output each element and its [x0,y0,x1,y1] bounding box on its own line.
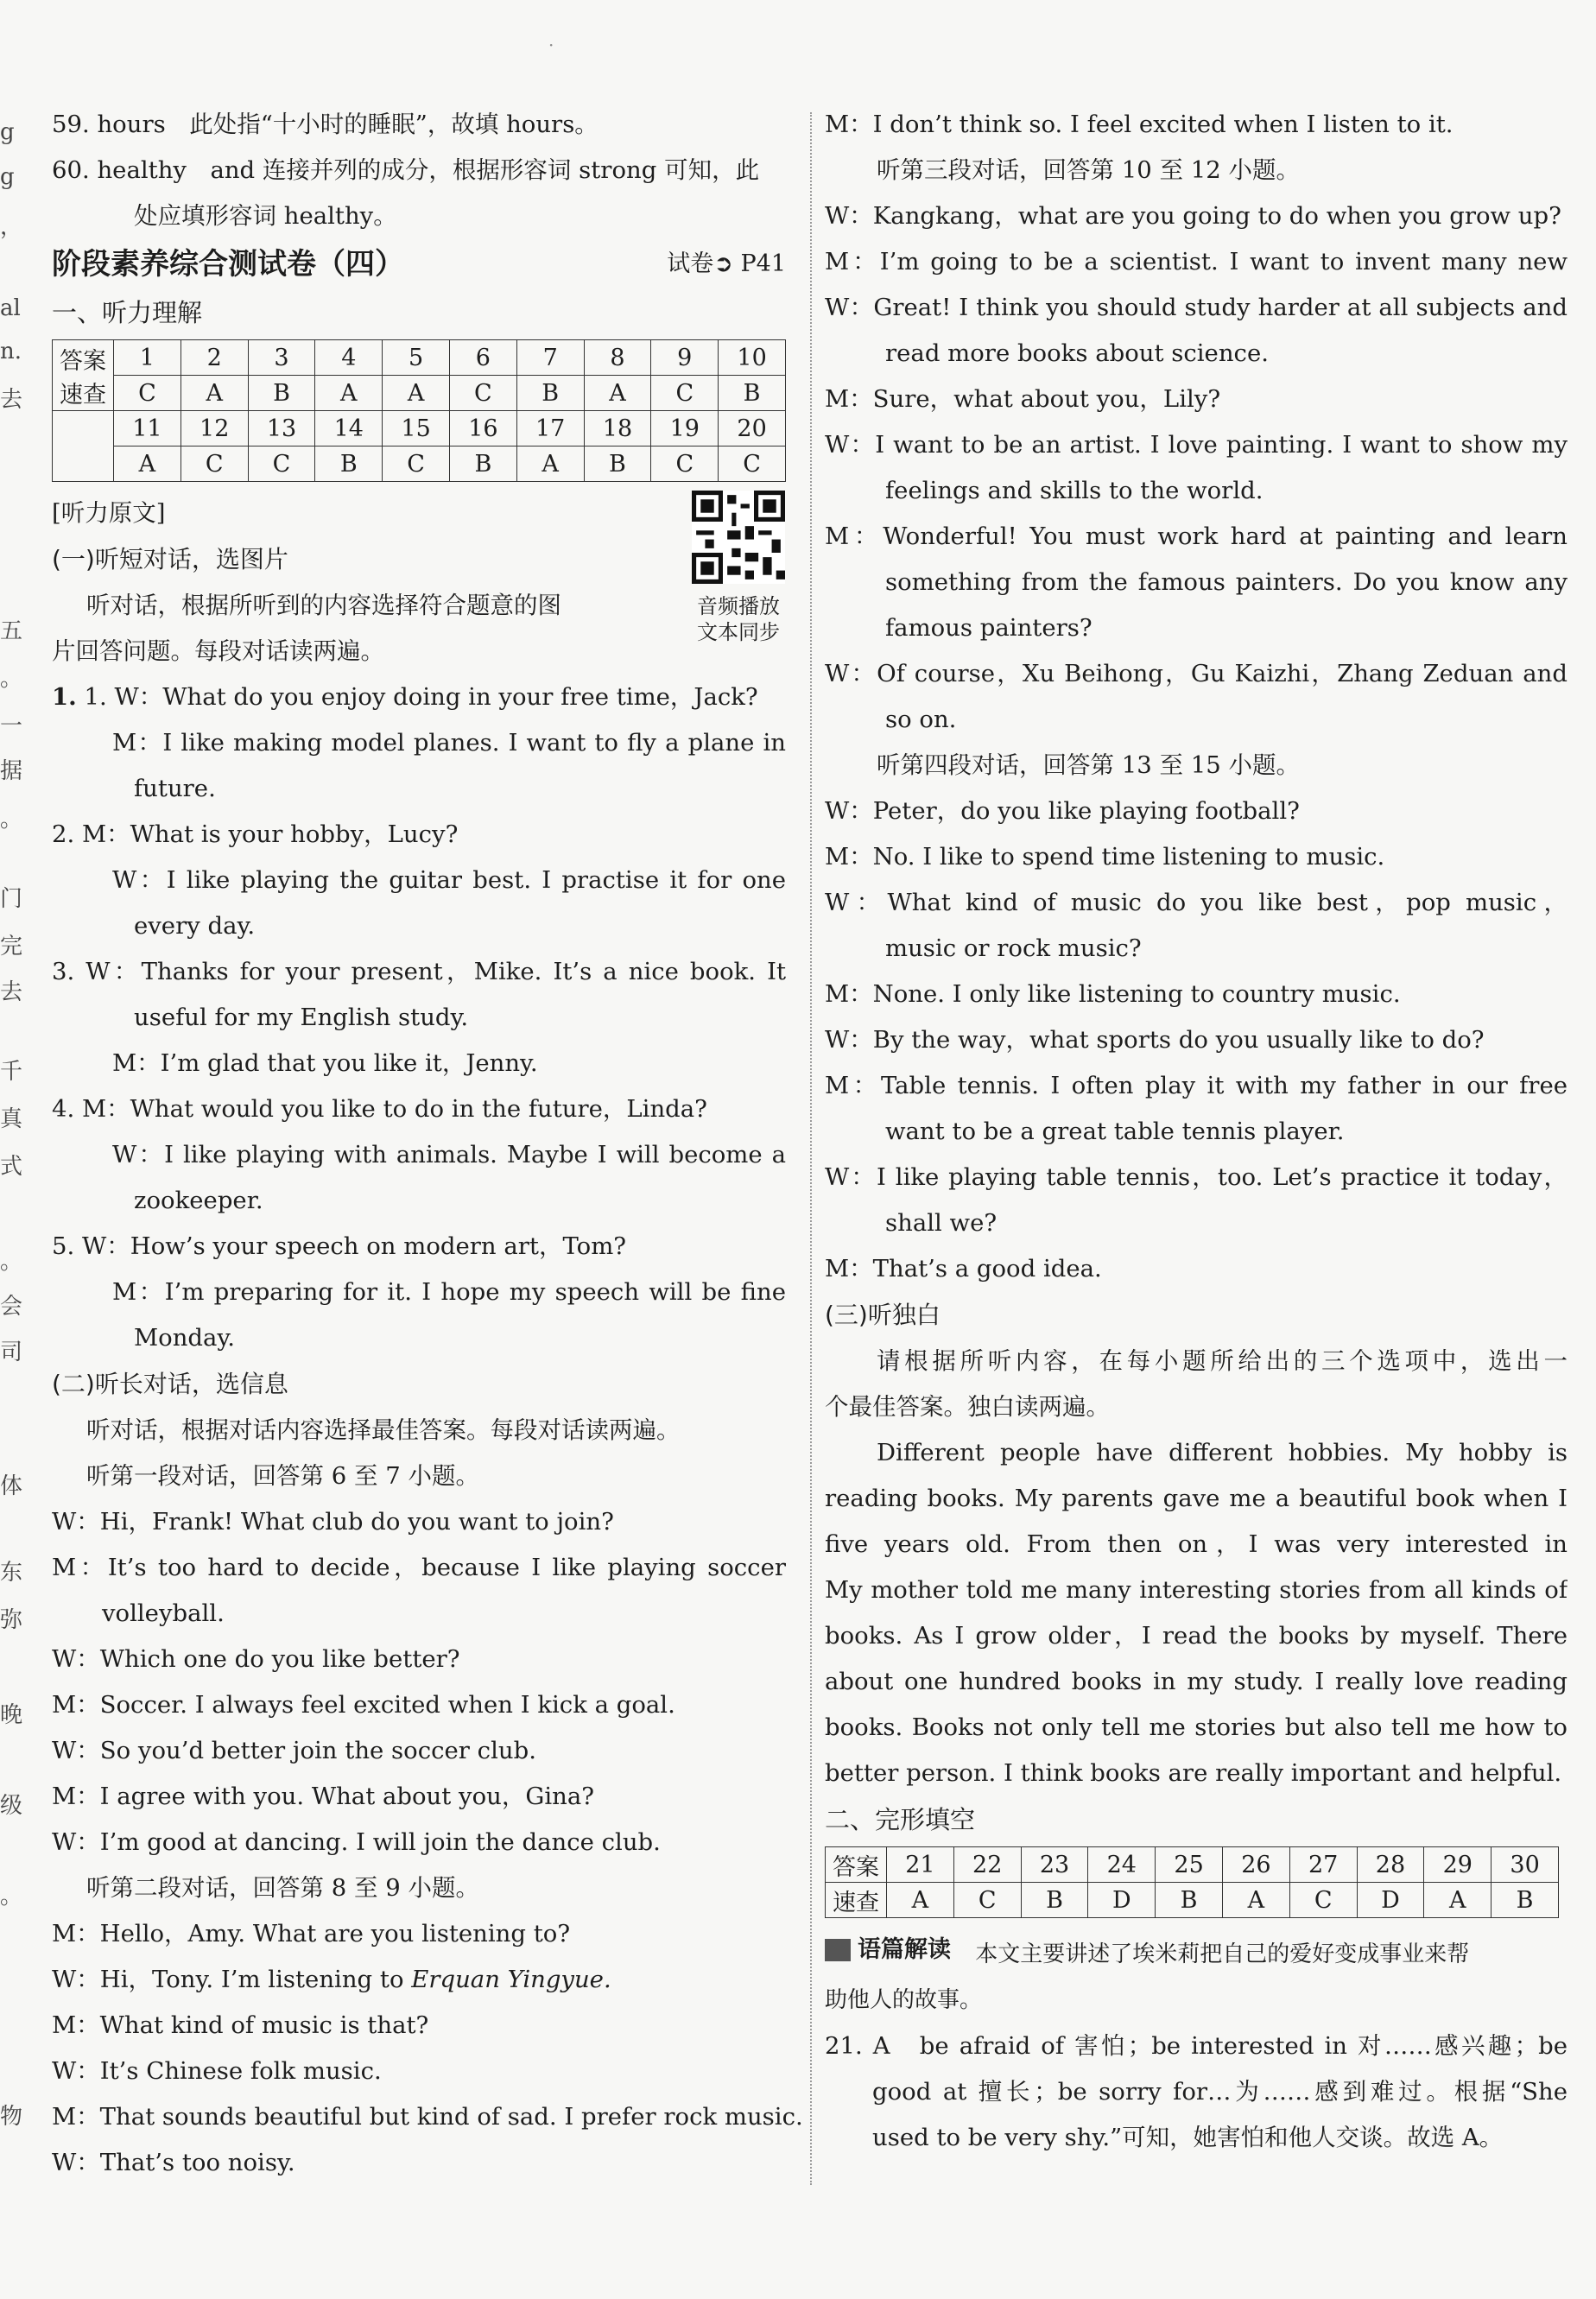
dialogue-line: M：I don’t think so. I feel excited when I listen to it. [825,111,1454,138]
dialogue-line: W：Great! I think you should study harder at all subjects and [825,294,1568,321]
test-title-text: 阶段素养综合测试卷（四） [52,247,404,282]
monologue-line: five years old. From then on，I was very interested in [825,1530,1568,1558]
dialogue-line: M：Wonderful! You must work hard at painting and learn [825,522,1568,550]
dialogue-four-heading: 听第四段对话，回答第 13 至 15 小题。 [877,751,1300,779]
top-mark: · [548,35,554,55]
passage-summary-cont: 助他人的故事。 [825,1986,983,2013]
part-one-instructions: 听对话，根据所听到的内容选择符合题意的图 [86,592,561,619]
dialogue-line: M：I agree with you. What about you，Gina? [52,1783,594,1810]
dialogue-line: something from the famous painters. Do you know any [885,568,1568,596]
dialogue-line: W：Which one do you like better? [52,1645,460,1673]
dialogue-line: M：Sure，what about you，Lily? [825,385,1221,413]
dialogue-line: M：Hello，Amy. What are you listening to? [52,1920,571,1948]
dialogue-line: feelings and skills to the world. [885,477,1264,504]
part-three-instructions: 请根据所听内容，在每小题所给出的三个选项中，选出一 [877,1347,1568,1375]
qr-code-icon [692,491,785,584]
part-three-instructions-cont: 个最佳答案。独白读两遍。 [825,1393,1110,1421]
raw-label: [听力原文] [52,499,166,527]
test-title [52,239,786,289]
passage-badge: 语篇解读 [825,1927,951,1973]
monologue-line: reading books. My parents gave me a beautiful book when I [825,1485,1568,1512]
part-three-heading: (三)听独白 [825,1301,940,1329]
dialogue-line: W：It’s Chinese folk music. [52,2057,382,2085]
dialogue-line: future. [134,775,216,802]
dialogue-line: W：I’m good at dancing. I will join the dance club. [52,1828,661,1856]
right-column [825,102,1568,2161]
monologue-line: books. As I grow older，I read the books by myself. There [825,1622,1568,1650]
song-title: Erquan Yingyue. [411,1966,611,1993]
dialogue-line: M：I’m glad that you like it，Jenny. [112,1049,538,1077]
dialogue-line: 5. W：How’s your speech on modern art，Tom? [52,1232,627,1260]
dialogue-line: every day. [134,912,256,940]
dialogue-line: W：I like playing with animals. Maybe I will become a [112,1141,786,1168]
dialogue-line: M：That’s a good idea. [825,1255,1102,1282]
answer-59: 59. hours 此处指“十小时的睡眠”，故填 hours。 [52,111,598,138]
dialogue-line: shall we? [885,1209,998,1237]
answer-table-cloze: 答案 21 22 23 24 25 26 27 28 29 30 速查 A C B D B A C D A B [825,1846,1559,1918]
dialogue-line: famous painters? [885,614,1092,642]
dialogue-line: 3. W：Thanks for your present，Mike. It’s a nice book. It [52,958,786,985]
section-cloze: 二、完形填空 [825,1805,976,1834]
dialogue-line: W：Of course，Xu Beihong，Gu Kaizhi，Zhang Zeduan and [825,660,1568,687]
part-two-instructions: 听对话，根据对话内容选择最佳答案。每段对话读两遍。 [86,1416,681,1444]
monologue-line: My mother told me many interesting stories from all kinds of [825,1576,1568,1604]
dialogue-line: 2. M：What is your hobby，Lucy? [52,820,459,848]
monologue-line: better person. I think books are really important and helpful. [825,1759,1562,1787]
part-two-heading: (二)听长对话，选信息 [52,1370,288,1398]
dialogue-line: W：So you’d better join the soccer club. [52,1737,536,1764]
monologue-line: books. Books not only tell me stories but also tell me how to [825,1713,1568,1741]
answer-21-cont: good at 擅长；be sorry for…为……感到难过。根据“She [872,2077,1568,2106]
book-icon [825,1939,851,1961]
dialogue-line: read more books about science. [885,339,1269,367]
dialogue-two-heading: 听第二段对话，回答第 8 至 9 小题。 [86,1874,479,1902]
dialogue-line: M：I like making model planes. I want to fly a plane in [112,729,786,757]
monologue-line: about one hundred books in my study. I really love reading [825,1668,1568,1695]
dialogue-line: M：I’m preparing for it. I hope my speech will be fine [112,1278,786,1306]
dialogue-line: M：No. I like to spend time listening to music. [825,843,1385,871]
dialogue-line: zookeeper. [134,1187,263,1214]
dialogue-line: W：That’s too noisy. [52,2149,295,2176]
part-one-heading: (一)听短对话，选图片 [52,545,288,573]
dialogue-line: W：I like playing the guitar best. I practise it for one [112,866,786,894]
table-header: 答案 速查 [53,340,114,411]
dialogue-line: W：What kind of music do you like best，pop music， [825,889,1568,916]
listening-raw-block [52,491,786,674]
dialogue-line: 4. M：What would you like to do in the future，Linda? [52,1095,707,1123]
dialogue-line: M：It’s too hard to decide，because I like playing soccer [52,1554,786,1581]
part-one-instructions-cont: 片回答问题。每段对话读两遍。 [52,637,384,665]
dialogue-line: M：What kind of music is that? [52,2011,429,2039]
column-divider [810,112,812,2185]
dialogue-line: useful for my English study. [134,1004,469,1031]
dialogue-line: music or rock music? [885,934,1142,962]
dialogue-line: M：Table tennis. I often play it with my father in our free [825,1072,1568,1099]
dialogue-three-heading: 听第三段对话，回答第 10 至 12 小题。 [877,156,1300,184]
monologue-line: Different people have different hobbies. My hobby is [877,1439,1568,1466]
dialogue-line: volleyball. [102,1599,225,1627]
answer-table-listening: 答案 速查 1 2 3 4 5 6 7 8 9 10 C A B A A C B A C B 11 12 13 14 15 16 17 18 19 20 A C C B C B A B C C [52,339,786,482]
dialogue-line: M：None. I only like listening to country music. [825,980,1401,1008]
dialogue-line: M：I’m going to be a scientist. I want to invent many new [825,248,1568,276]
section-listening: 一、听力理解 [52,298,203,327]
test-page-ref: 试卷➲ P41 [667,250,786,277]
dialogue-line: 1. 1. W：What do you enjoy doing in your free time，Jack? [52,683,758,711]
dialogue-line: M：Soccer. I always feel excited when I kick a goal. [52,1691,675,1719]
answer-21-cont: used to be very shy.”可知，她害怕和他人交谈。故选 A。 [872,2123,1504,2151]
dialogue-line: W：I want to be an artist. I love painting. I want to show my [825,431,1568,459]
dialogue-line: want to be a great table tennis player. [885,1118,1345,1145]
qr-code[interactable]: 音频播放 文本同步 [691,491,786,645]
dialogue-line: M：That sounds beautiful but kind of sad. I prefer rock music. [52,2103,803,2131]
answer-60: 60. healthy and 连接并列的成分，根据形容词 strong 可知，此 [52,156,760,184]
dialogue-line: W：By the way，what sports do you usually like to do? [825,1026,1485,1054]
left-column [52,102,803,2186]
dialogue-line: W：Hi，Frank! What club do you want to join? [52,1508,614,1536]
dialogue-line: W：Hi，Tony. I’m listening to Erquan Yingyue. [52,1966,611,1993]
dialogue-one-heading: 听第一段对话，回答第 6 至 7 小题。 [86,1462,479,1490]
dialogue-line: W：Kangkang，what are you going to do when you grow up? [825,202,1561,230]
answer-60-cont: 处应填形容词 healthy。 [134,202,397,230]
answer-21: 21. A be afraid of 害怕；be interested in 对……感兴趣；be [825,2031,1568,2060]
dialogue-line: W：Peter，do you like playing football? [825,797,1300,825]
dialogue-line: so on. [885,706,957,733]
dialogue-line: Monday. [134,1324,236,1352]
passage-summary: 语篇解读 本文主要讲述了埃米莉把自己的爱好变成事业来帮 [825,1927,1568,1978]
dialogue-line: W：I like playing table tennis，too. Let’s practice it today， [825,1163,1568,1191]
